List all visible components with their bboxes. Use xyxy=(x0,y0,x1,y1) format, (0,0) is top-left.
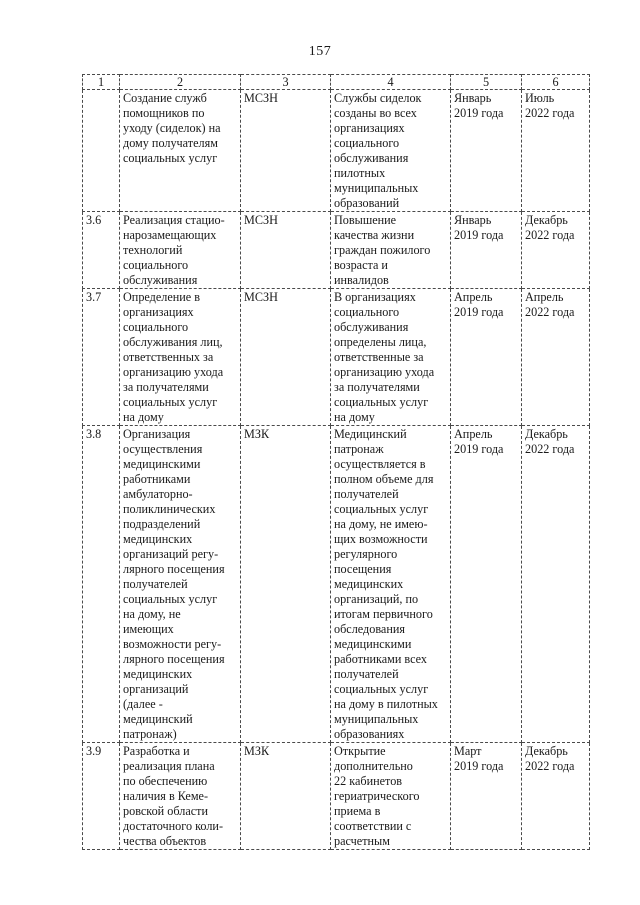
start-date: Январь 2019 года xyxy=(454,213,504,242)
header-cell-6: 6 xyxy=(522,75,590,90)
header-cell-2: 2 xyxy=(120,75,241,90)
executor: МСЗН xyxy=(244,290,278,304)
table-row xyxy=(83,90,590,212)
executor: МСЗН xyxy=(244,213,278,227)
start-date: Март 2019 года xyxy=(454,744,504,773)
row-number: 3.9 xyxy=(86,744,102,758)
page-number: 157 xyxy=(308,44,332,59)
header-cell-5: 5 xyxy=(451,75,522,90)
executor: МСЗН xyxy=(244,91,278,105)
table-row xyxy=(83,426,590,743)
header-cell-1: 1 xyxy=(83,75,120,90)
table-row xyxy=(83,212,590,289)
expected-result: Повышение качества жизни граждан пожилого возраста и инвалидов xyxy=(334,213,431,287)
measure-name: Организация осуществления медицинскими работниками амбулаторно- поликлинических подразделений медицинских организаций регу- лярного посещения получателей социальных услуг на дому, не имеющих возможности регу- лярного посещения медицинских организаций (далее - медицинский патронаж) xyxy=(123,427,225,741)
start-date: Апрель 2019 года xyxy=(454,290,504,319)
measure-name: Реализация стацио- нарозамещающих технологий социального обслуживания xyxy=(123,213,225,287)
measure-name: Разработка и реализация плана по обеспечению наличия в Кеме- ровской области достаточного коли- чества объектов xyxy=(123,744,223,848)
start-date: Апрель 2019 года xyxy=(454,427,504,456)
end-date: Апрель 2022 года xyxy=(525,290,575,319)
end-date: Июль 2022 года xyxy=(525,91,575,120)
header-row xyxy=(83,75,590,90)
expected-result: Медицинский патронаж осуществляется в полном объеме для получателей социальных услуг на дому, не имею- щих возможности регулярного посещения медицинских организаций, по итогам первичного обследования медицинскими работниками всех получателей социальных услуг на дому в пилотных муниципальных образованиях xyxy=(334,427,438,741)
plan-table xyxy=(82,74,590,850)
end-date: Декабрь 2022 года xyxy=(525,744,575,773)
expected-result: Открытие дополнительно 22 кабинетов гериатрического приема в соответствии с расчетным xyxy=(334,744,420,848)
row-number: 3.7 xyxy=(86,290,102,304)
measure-name: Определение в организациях социального обслуживания лиц, ответственных за организацию ухода за получателями социальных услуг на дому xyxy=(123,290,224,424)
header-cell-4: 4 xyxy=(331,75,451,90)
header-cell-3: 3 xyxy=(241,75,331,90)
expected-result: Службы сиделок созданы во всех организациях социального обслуживания пилотных муниципальных образований xyxy=(334,91,422,210)
table-row xyxy=(83,289,590,426)
table-row xyxy=(83,743,590,850)
end-date: Декабрь 2022 года xyxy=(525,213,575,242)
executor: МЗК xyxy=(244,427,270,441)
start-date: Январь 2019 года xyxy=(454,91,504,120)
expected-result: В организациях социального обслуживания определены лица, ответственные за организацию ухода за получателями социальных услуг на дому xyxy=(334,290,435,424)
row-number: 3.6 xyxy=(86,213,102,227)
executor: МЗК xyxy=(244,744,270,758)
end-date: Декабрь 2022 года xyxy=(525,427,575,456)
row-number: 3.8 xyxy=(86,427,102,441)
measure-name: Создание служб помощников по уходу (сиделок) на дому получателям социальных услуг xyxy=(123,91,221,165)
